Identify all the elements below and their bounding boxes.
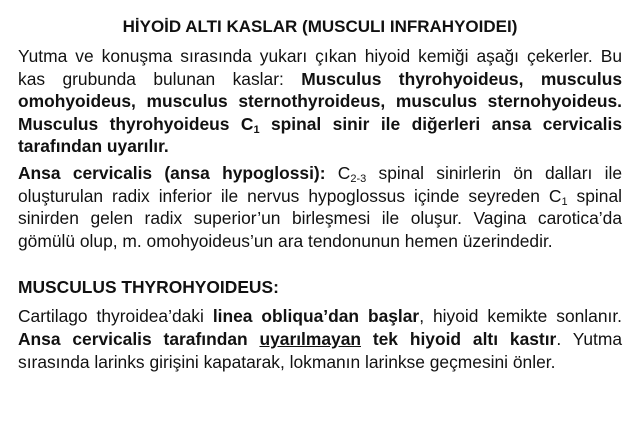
overview-intro-text: Yutma ve konuşma sırasında yukarı çıkan hiyoid kemiği aşağı çekerler. Bu kas grubunda bulunan kaslar: [18, 46, 622, 89]
ansa-text-part1: spinal sinirlerin ön dalları ile oluşturulan radix inferior ile nervus hypoglossus içinde seyreden C [18, 162, 623, 206]
ansa-c1-subscript: 1 [561, 195, 568, 208]
thyro-text-part3: . Yutma sırasında larinks girişini kapatarak, lokmanın larinkse geçmesini önler. [18, 328, 622, 372]
innervation-prefix-text: Musculus thyrohyoideus C [18, 113, 254, 134]
ansa-c-prefix: C [325, 162, 351, 183]
thyro-origin-bold: linea obliqua’dan başlar [212, 306, 420, 327]
thyro-underlined-word: uyarılmayan [259, 328, 361, 349]
section-heading-thyrohyoideus: MUSCULUS THYROHYOIDEUS: [18, 277, 279, 298]
paragraph-ansa-cervicalis [18, 162, 622, 252]
innervation-suffix-text: spinal sinir ile diğerleri ansa cervicalis tarafından uyarılır. [18, 113, 622, 157]
thyro-text-part1: Cartilago thyroidea’daki [18, 306, 213, 327]
ansa-cervicalis-term: Ansa cervicalis (ansa hypoglossi): [18, 162, 326, 183]
ansa-c-subscript: 2-3 [350, 172, 367, 185]
document-page [18, 16, 622, 373]
paragraph-infrahyoid-overview [18, 45, 622, 158]
muscle-list-text: Musculus thyrohyoideus, musculus omohyoideus, musculus sternothyroideus, musculus sternohyoideus. [18, 68, 622, 112]
ansa-text-part2: spinal sinirden gelen radix superior’un birleşmesi ile oluşur. Vagina carotica’da gömülü olup, m. omohyoideus’un ara tendonunun hemen üzerindedir. [18, 185, 622, 251]
paragraph-thyrohyoideus [18, 305, 622, 373]
thyro-unique-bold: tek hiyoid altı kastır [360, 328, 557, 349]
thyro-innervation-bold: Ansa cervicalis tarafından [18, 328, 260, 349]
innervation-subscript: 1 [253, 123, 260, 136]
document-title: HİYOİD ALTI KASLAR (MUSCULI INFRAHYOIDEI) [122, 17, 518, 36]
thyro-text-part2: , hiyoid kemikte sonlanır. [419, 306, 622, 327]
